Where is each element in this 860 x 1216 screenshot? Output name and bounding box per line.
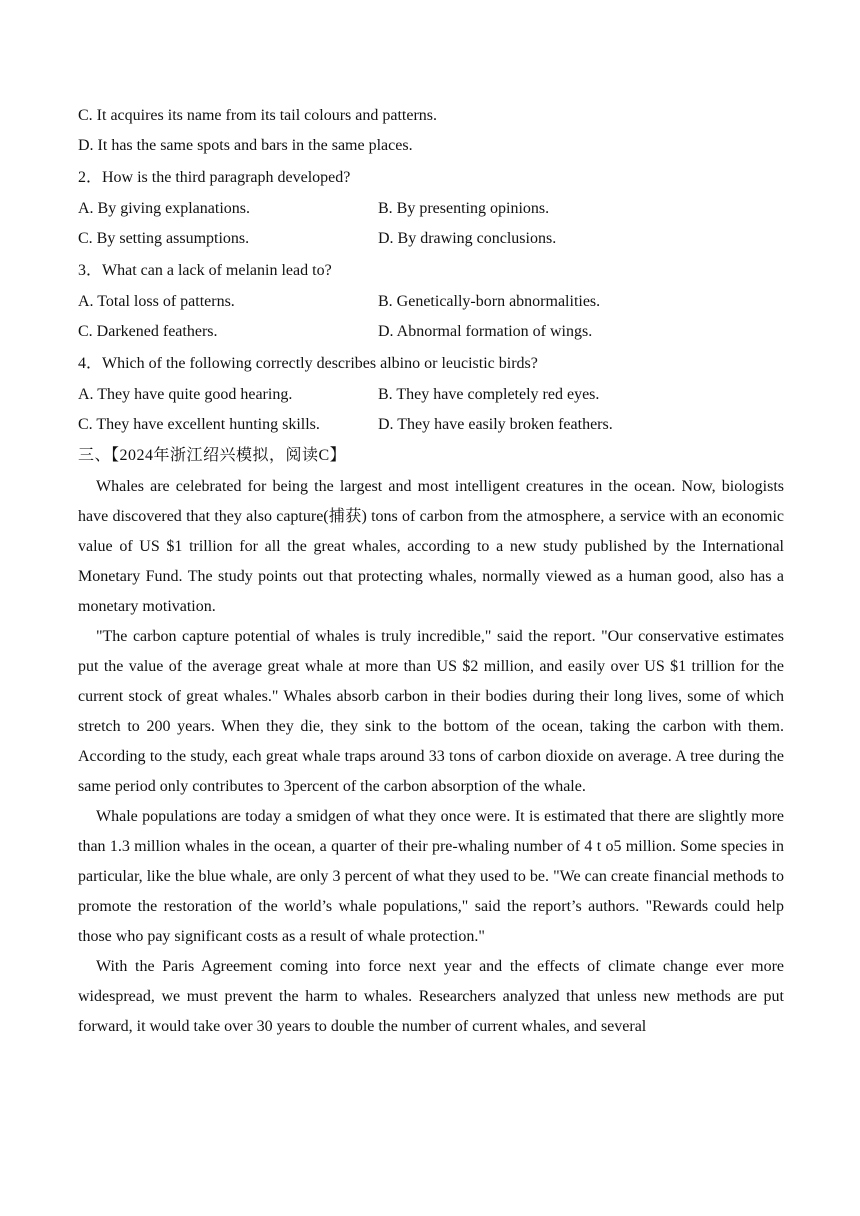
passage-paragraph-1: Whales are celebrated for being the largest and most intelligent creatures in the ocean. Now, biologists have discovered that they also capture(捕获) tons of carbon from the atmosphere, a service with an economic value of US $1 trillion for all the great whales, according to a new study published by the International Monetary Fund. The study points out that protecting whales, normally viewed as a human good, also has a monetary motivation.	[78, 478, 784, 615]
question-2-options-row-1	[78, 194, 784, 224]
question-3-options-row-2	[78, 317, 784, 347]
question-3: 3．What can a lack of melanin lead to?	[78, 262, 332, 279]
question-4-options-row-2	[78, 410, 784, 440]
question-3-options-row-1	[78, 287, 784, 317]
q3-option-d: D. Abnormal formation of wings.	[378, 323, 593, 340]
q4-option-a: A. They have quite good hearing.	[78, 386, 293, 403]
q2-option-c: C. By setting assumptions.	[78, 230, 250, 247]
passage-paragraph-4: With the Paris Agreement coming into force next year and the effects of climate change ever more widespread, we must prevent the harm to whales. Researchers analyzed that unless new methods are put forward, it would take over 30 years to double the number of current whales, and several	[78, 958, 784, 1035]
option-c-prev: C. It acquires its name from its tail colours and patterns.	[78, 107, 438, 124]
document-page	[78, 101, 784, 1042]
passage-paragraph-3: Whale populations are today a smidgen of what they once were. It is estimated that there are slightly more than 1.3 million whales in the ocean, a quarter of their pre-whaling number of 4 t o5 million. Some species in particular, like the blue whale, are only 3 percent of what they used to be. "We can create financial methods to promote the restoration of the world’s whale populations," said the report’s authors. "Rewards could help those who pay significant costs as a result of whale protection."	[78, 808, 784, 945]
question-4-options-row-1	[78, 380, 784, 410]
passage-paragraph-2: "The carbon capture potential of whales is truly incredible," said the report. "Our conservative estimates put the value of the average great whale at more than US $2 million, and easily over US $1 trillion for the current stock of great whales." Whales absorb carbon in their bodies during their long lives, some of which stretch to 200 years. When they die, they sink to the bottom of the ocean, taking the carbon with them. According to the study, each great whale traps around 33 tons of carbon dioxide on average. A tree during the same period only contributes to 3percent of the carbon absorption of the whale.	[78, 628, 784, 795]
q3-option-c: C. Darkened feathers.	[78, 323, 218, 340]
q2-option-b: B. By presenting opinions.	[378, 200, 550, 217]
q2-option-d: D. By drawing conclusions.	[378, 230, 557, 247]
q4-option-b: B. They have completely red eyes.	[378, 386, 600, 403]
option-d-prev: D. It has the same spots and bars in the same places.	[78, 137, 413, 154]
question-2-options-row-2	[78, 224, 784, 254]
q3-option-b: B. Genetically-born abnormalities.	[378, 293, 601, 310]
q2-option-a: A. By giving explanations.	[78, 200, 250, 217]
question-4: 4．Which of the following correctly describes albino or leucistic birds?	[78, 355, 538, 372]
question-2: 2．How is the third paragraph developed?	[78, 169, 351, 186]
section-heading: 三、【2024年浙江绍兴模拟，阅读C】	[78, 447, 347, 464]
q3-option-a: A. Total loss of patterns.	[78, 293, 235, 310]
q4-option-d: D. They have easily broken feathers.	[378, 416, 613, 433]
q4-option-c: C. They have excellent hunting skills.	[78, 416, 320, 433]
